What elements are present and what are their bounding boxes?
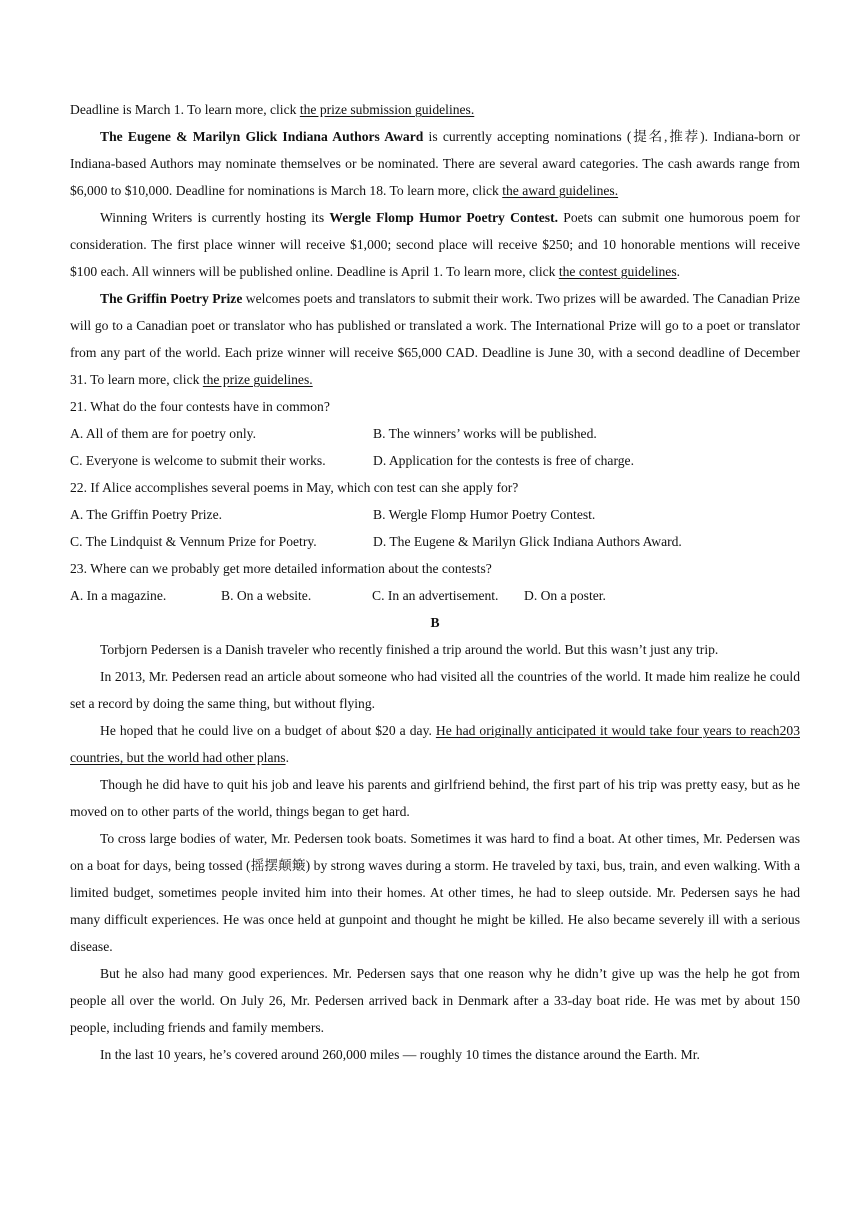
option-a: A. The Griffin Poetry Prize. xyxy=(70,507,223,522)
passage-a-paragraph-1 xyxy=(70,123,800,204)
option-d: D. On a poster. xyxy=(524,588,606,603)
underlined-sentence: He had originally anticipated it would take four years to reach203 countries, but the world had other plans xyxy=(70,723,800,765)
paragraph-text: is currently accepting nominations (提名,推荐). Indiana-born or Indiana-based Authors may nominate themselves or be nominated. There are several award categories. The cash awards range from $6,000 to $10,000. Deadline for nominations is March 18. To learn more, click xyxy=(70,129,800,198)
passage-b-paragraph-3 xyxy=(70,717,800,771)
passage-b-paragraph-6: But he also had many good experiences. Mr. Pedersen says that one reason why he didn’t give up was the help he got from people all over the world. On July 26, Mr. Pedersen arrived back in Denmark after a 33-day boat ride. He was met by about 150 people, including friends and family members. xyxy=(70,966,800,1035)
option-d: D. Application for the contests is free of charge. xyxy=(373,453,634,468)
award-guidelines-link[interactable]: the award guidelines. xyxy=(502,183,619,198)
option-c: C. The Lindquist & Vennum Prize for Poetry. xyxy=(70,534,317,549)
prize-name: The Griffin Poetry Prize xyxy=(100,291,243,306)
contest-name: Wergle Flomp Humor Poetry Contest. xyxy=(329,210,559,225)
options-row xyxy=(70,582,800,609)
paragraph-text: . xyxy=(285,750,289,765)
option-a: A. All of them are for poetry only. xyxy=(70,426,256,441)
passage-a-paragraph-0 xyxy=(70,96,800,123)
paragraph-text: Poets can submit one humorous poem for consideration. The first place winner will receive $1,000; second place will receive $250; and 10 honorable mentions will receive $100 each. All winners will be published online. Deadline is April 1. To learn more, click xyxy=(70,210,800,279)
award-name: The Eugene & Marilyn Glick Indiana Authors Award xyxy=(100,129,424,144)
option-c: C. Everyone is welcome to submit their works. xyxy=(70,453,326,468)
option-b: B. The winners’ works will be published. xyxy=(373,426,597,441)
options-row xyxy=(70,501,800,528)
paragraph-text: . xyxy=(676,264,681,279)
passage-a-paragraph-3 xyxy=(70,285,800,393)
option-d: D. The Eugene & Marilyn Glick Indiana Authors Award. xyxy=(373,534,682,549)
question-22 xyxy=(70,474,800,555)
paragraph-text: welcomes poets and translators to submit their work. Two prizes will be awarded. The Canadian Prize will go to a Canadian poet or translator who has published or translated a work. The International Prize will go to a poet or translator from any part of the world. Each prize winner will receive $65,000 CAD. Deadline is June 30, with a second deadline of December 31. To learn more, click xyxy=(70,291,800,387)
options-row xyxy=(70,447,800,474)
passage-b-paragraph-2: In 2013, Mr. Pedersen read an article about someone who had visited all the countries of the world. It made him realize he could set a record by doing the same thing, but without flying. xyxy=(70,669,800,711)
page-content xyxy=(70,96,800,1068)
question-stem: 23. Where can we probably get more detailed information about the contests? xyxy=(70,561,492,576)
question-21 xyxy=(70,393,800,474)
options-row xyxy=(70,420,800,447)
prize-guidelines-link[interactable]: the prize guidelines. xyxy=(202,372,313,387)
passage-b-paragraph-7: In the last 10 years, he’s covered around 260,000 miles — roughly 10 times the distance around the Earth. Mr. xyxy=(100,1047,700,1062)
paragraph-text: Winning Writers is currently hosting its xyxy=(100,210,330,225)
passage-a-paragraph-2 xyxy=(70,204,800,285)
option-c: C. In an advertisement. xyxy=(372,588,499,603)
options-row xyxy=(70,528,800,555)
question-23 xyxy=(70,555,800,609)
passage-b-paragraph-5: To cross large bodies of water, Mr. Pedersen took boats. Sometimes it was hard to find a boat. At other times, Mr. Pedersen was on a boat for days, being tossed (摇摆颠簸) by strong waves during a storm. He traveled by taxi, bus, train, and even walking. With a limited budget, sometimes people invited him into their homes. At other times, he had to sleep outside. Mr. Pedersen says he had many difficult experiences. He was once held at gunpoint and thought he might be killed. He also became severely ill with a serious disease. xyxy=(70,831,800,954)
question-stem: 21. What do the four contests have in common? xyxy=(70,399,330,414)
passage-b-paragraph-1: Torbjorn Pedersen is a Danish traveler who recently finished a trip around the world. But this wasn’t just any trip. xyxy=(100,642,719,657)
option-b: B. Wergle Flomp Humor Poetry Contest. xyxy=(373,507,596,522)
question-stem: 22. If Alice accomplishes several poems in May, which con test can she apply for? xyxy=(70,480,519,495)
prize-submission-guidelines-link[interactable]: the prize submission guidelines. xyxy=(299,102,475,117)
paragraph-text: Deadline is March 1. To learn more, click xyxy=(70,102,300,117)
contest-guidelines-link[interactable]: the contest guidelines xyxy=(558,264,677,279)
paragraph-text: He hoped that he could live on a budget of about $20 a day. xyxy=(100,723,436,738)
section-heading: B xyxy=(430,615,440,630)
option-a: A. In a magazine. xyxy=(70,588,167,603)
option-b: B. On a website. xyxy=(221,588,312,603)
passage-b-paragraph-4: Though he did have to quit his job and leave his parents and girlfriend behind, the first part of his trip was pretty easy, but as he moved on to other parts of the world, things began to get hard. xyxy=(70,777,800,819)
